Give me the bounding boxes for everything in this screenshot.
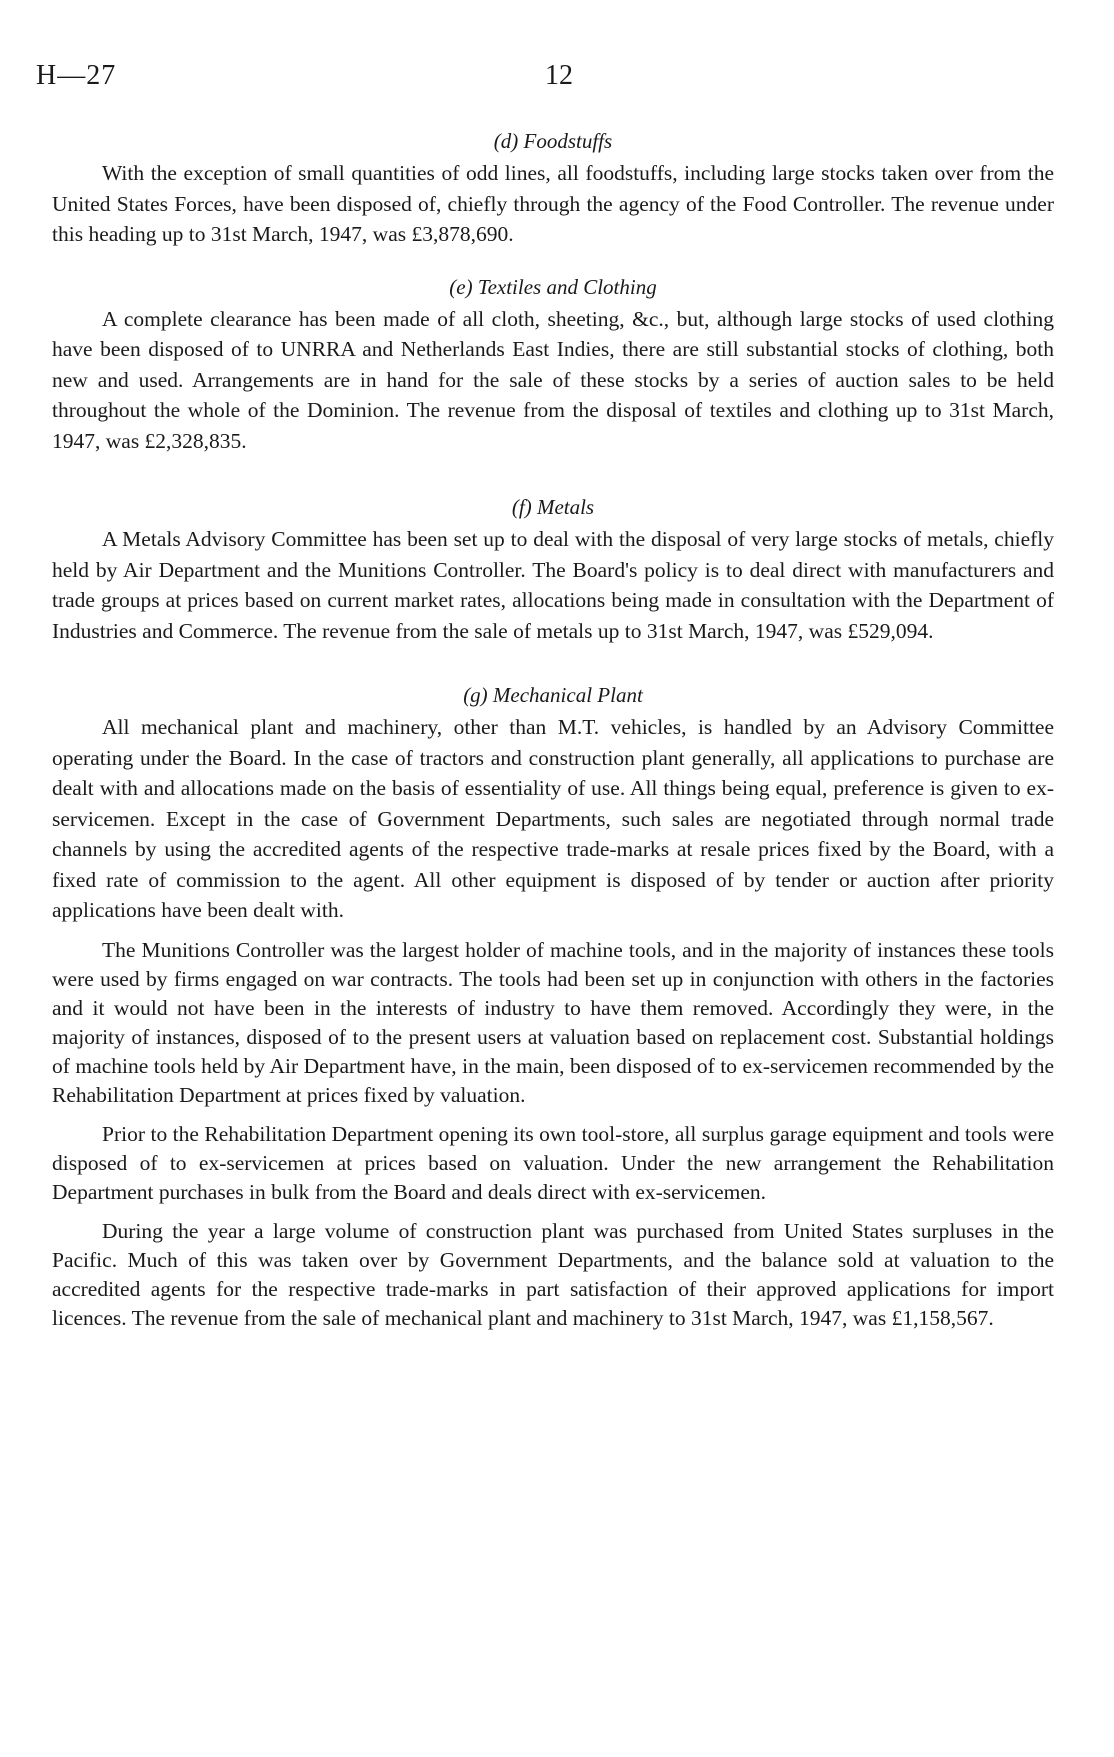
paragraph: The Munitions Controller was the largest holder of machine tools, and in the majority of instances these tools were used by firms engaged on war contracts. The tools had been set up in conjunction with others in the factories and it would not have been in the interests of industry to have them removed. Accordingly they were, in the majority of instances, disposed of to the present users at valuation based on replacement cost. Substantial holdings of machine tools held by Air Department have, in the main, been disposed of to ex-servicemen recommended by the Rehabilitation Department at prices fixed by valuation. — [52, 937, 1054, 1107]
paragraph: During the year a large volume of construction plant was purchased from United States surpluses in the Pacific. Much of this was taken over by Government Departments, and the balance sold at valuation to the accredited agents for the respective trade-marks in part satisfaction of their approved applications for import licences. The revenue from the sale of mechanical plant and machinery to 31st March, 1947, was £1,158,567. — [52, 1218, 1054, 1330]
paragraph: A complete clearance has been made of all cloth, sheeting, &c., but, although large stocks of used clothing have been disposed of to UNRRA and Netherlands East Indies, there are still substantial stocks of clothing, both new and used. Arrangements are in hand for the sale of these stocks by a series of auction sales to be held throughout the whole of the Dominion. The revenue from the disposal of textiles and clothing up to 31st March, 1947, was £2,328,835. — [52, 306, 1054, 453]
paragraph: Prior to the Rehabilitation Department opening its own tool-store, all surplus garage equipment and tools were disposed of to ex-servicemen at prices based on valuation. Under the new arrangement the Rehabilitation Department purchases in bulk from the Board and deals direct with ex-servicemen. — [52, 1121, 1054, 1204]
section-mechanical-plant — [52, 682, 1054, 1333]
section-heading: (d) Foodstuffs — [493, 129, 613, 153]
section-textiles-clothing — [52, 274, 1054, 457]
section-heading: (e) Textiles and Clothing — [449, 274, 657, 299]
section-metals — [52, 494, 1054, 646]
paragraph: All mechanical plant and machinery, other than M.T. vehicles, is handled by an Advisory Committee operating under the Board. In the case of tractors and construction plant generally, all applications to purchase are dealt with and allocations made on the basis of essentiality of use. All things being equal, preference is given to ex-servicemen. Except in the case of Government Departments, such sales are negotiated through normal trade channels by using the accredited agents of the respective trade-marks at resale prices fixed by the Board, with a fixed rate of commission to the agent. All other equipment is disposed of by tender or auction after priority applications have been dealt with. — [52, 715, 1054, 922]
section-foodstuffs — [52, 128, 1054, 250]
paragraph: A Metals Advisory Committee has been set up to deal with the disposal of very large stocks of metals, chiefly held by Air Department and the Munitions Controller. The Board's policy is to deal direct with manufacturers and trade groups at prices based on current market rates, allocations being made in consultation with the Department of Industries and Commerce. The revenue from the sale of metals up to 31st March, 1947, was £529,094. — [52, 527, 1054, 643]
section-heading: (f) Metals — [511, 495, 595, 519]
page-number: 12 — [545, 60, 573, 91]
page-body — [52, 128, 1054, 1333]
page-reference: H—27 — [36, 60, 117, 91]
section-heading: (g) Mechanical Plant — [463, 683, 643, 707]
paragraph: With the exception of small quantities of odd lines, all foodstuffs, including large stocks taken over from the United States Forces, have been disposed of, chiefly through the agency of the Food Controller. The revenue under this heading up to 31st March, 1947, was £3,878,690. — [52, 161, 1054, 246]
